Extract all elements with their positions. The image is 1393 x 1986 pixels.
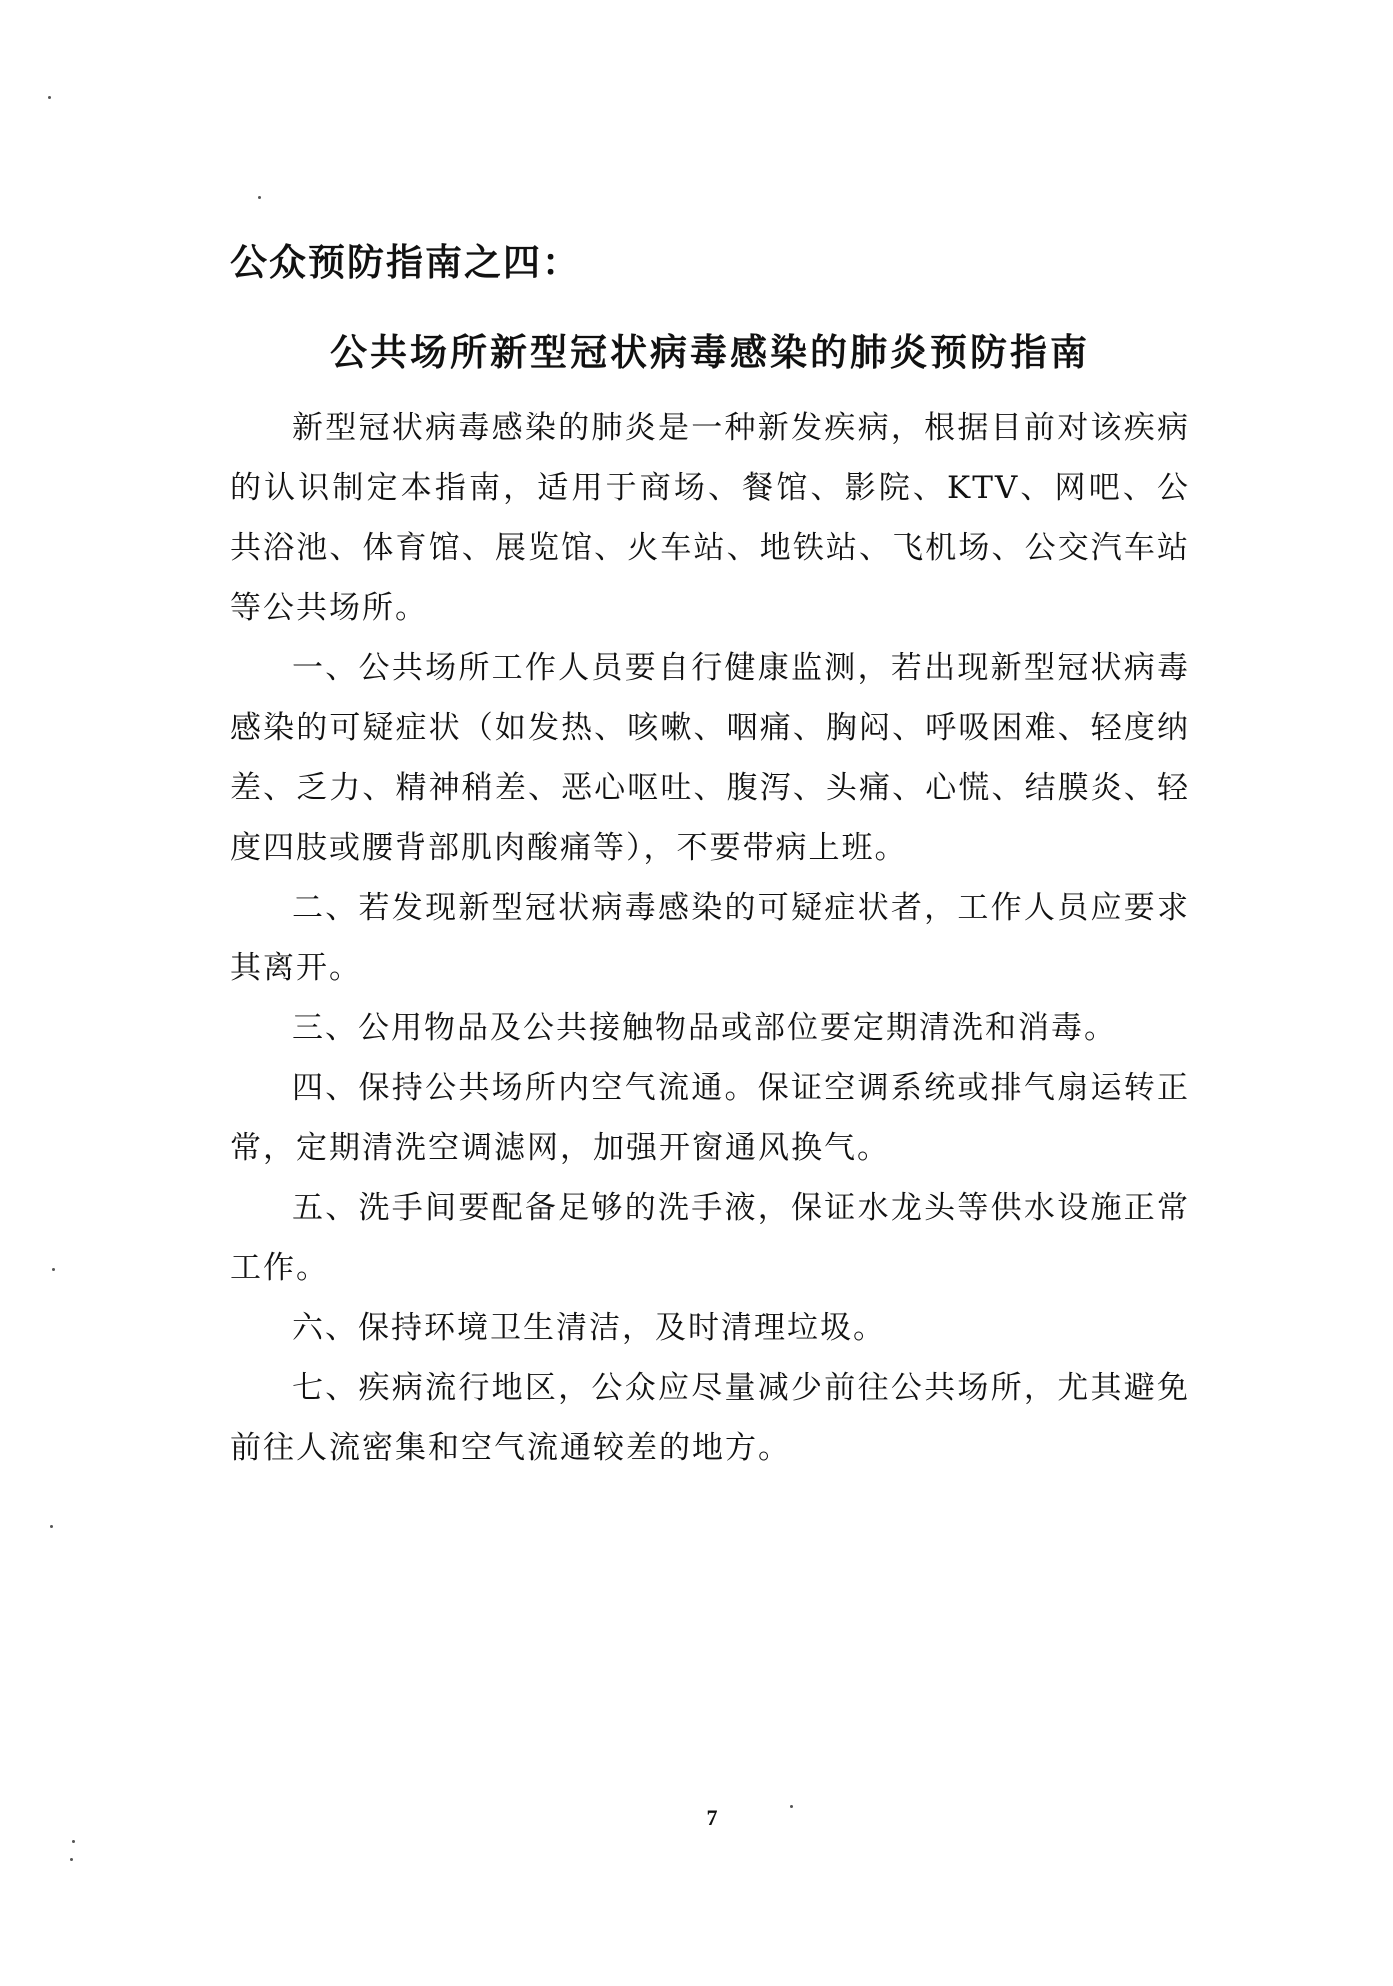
paragraph-item-7: 七、疾病流行地区，公众应尽量减少前往公共场所，尤其避免前往人流密集和空气流通较差的地方。 [230, 1370, 1190, 1466]
scan-speck [48, 96, 51, 99]
scan-speck [258, 196, 261, 199]
scan-speck [52, 1268, 55, 1271]
paragraph-item-3: 三、公用物品及公共接触物品或部位要定期清洗和消毒。 [292, 1010, 1117, 1046]
paragraph-item-5: 五、洗手间要配备足够的洗手液，保证水龙头等供水设施正常工作。 [230, 1190, 1190, 1286]
scan-speck [50, 1525, 53, 1528]
paragraph-item-2: 二、若发现新型冠状病毒感染的可疑症状者，工作人员应要求其离开。 [230, 890, 1190, 986]
paragraph-item-1: 一、公共场所工作人员要自行健康监测，若出现新型冠状病毒感染的可疑症状（如发热、咳嗽、咽痛、胸闷、呼吸困难、轻度纳差、乏力、精神稍差、恶心呕吐、腹泻、头痛、心慌、结膜炎、轻度四肢或腰背部肌肉酸痛等），不要带病上班。 [230, 650, 1190, 866]
series-title: 公众预防指南之四： [230, 240, 581, 284]
body-text [230, 398, 1190, 1478]
document-title: 公共场所新型冠状病毒感染的肺炎预防指南 [330, 330, 1090, 374]
paragraph-intro: 新型冠状病毒感染的肺炎是一种新发疾病，根据目前对该疾病的认识制定本指南，适用于商场、餐馆、影院、KTV、网吧、公共浴池、体育馆、展览馆、火车站、地铁站、飞机场、公交汽车站等公共场所。 [230, 410, 1190, 626]
page-number: 7 [706, 1805, 718, 1830]
scan-speck [72, 1840, 75, 1843]
scan-speck [70, 1858, 73, 1861]
paragraph-item-4: 四、保持公共场所内空气流通。保证空调系统或排气扇运转正常，定期清洗空调滤网，加强开窗通风换气。 [230, 1070, 1190, 1166]
paragraph-item-6: 六、保持环境卫生清洁，及时清理垃圾。 [292, 1310, 886, 1346]
